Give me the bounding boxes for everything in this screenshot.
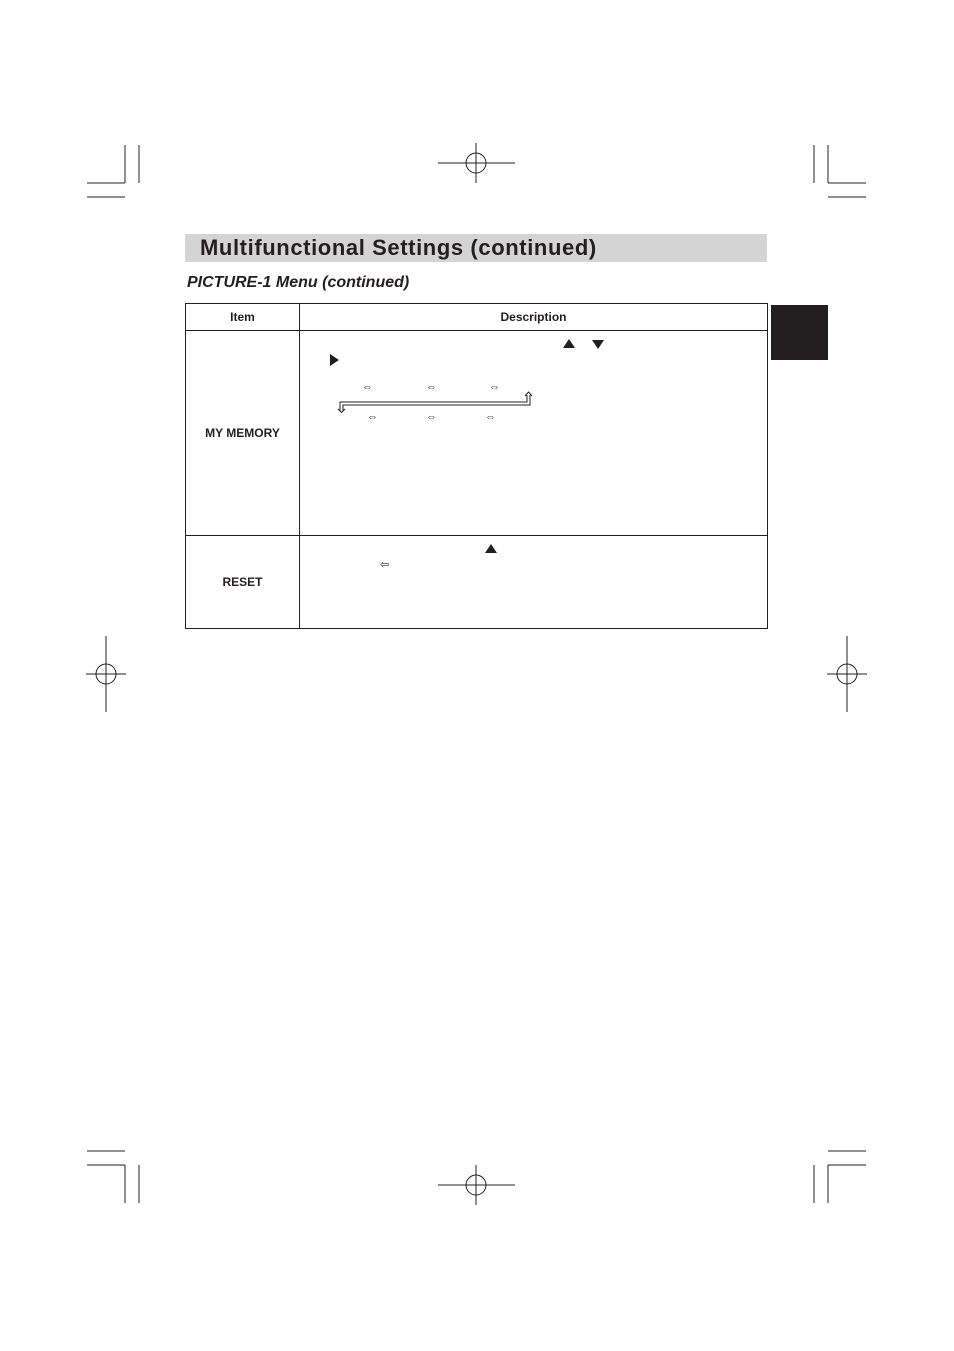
header-item: Item <box>186 304 300 331</box>
description-my-memory <box>300 331 768 536</box>
left-arrow-icon: ⇦ <box>380 559 390 571</box>
page-title: Multifunctional Settings (continued) <box>200 235 597 260</box>
right-triangle-icon <box>330 354 339 366</box>
chapter-tab-marker <box>771 305 828 360</box>
table-row <box>186 331 768 536</box>
section-heading-bar <box>185 234 767 262</box>
header-description: Description <box>300 304 768 331</box>
up-triangle-icon <box>563 339 575 348</box>
bidirectional-arrow-icon: ⇔ <box>362 381 373 393</box>
down-triangle-icon <box>592 340 604 349</box>
bidirectional-arrow-icon: ⇔ <box>426 381 437 393</box>
settings-table <box>185 303 768 629</box>
table-header-row <box>186 304 768 331</box>
cycle-loop-arrow-icon <box>336 391 536 413</box>
up-triangle-icon <box>485 544 497 553</box>
bidirectional-arrow-icon: ⇔ <box>489 381 500 393</box>
item-my-memory: MY MEMORY <box>186 331 300 536</box>
bidirectional-arrow-icon: ⇔ <box>367 411 378 423</box>
description-reset <box>300 536 768 629</box>
bidirectional-arrow-icon: ⇔ <box>426 411 437 423</box>
item-reset: RESET <box>186 536 300 629</box>
bidirectional-arrow-icon: ⇔ <box>485 411 496 423</box>
table-row <box>186 536 768 629</box>
menu-subtitle: PICTURE-1 Menu (continued) <box>187 274 410 291</box>
